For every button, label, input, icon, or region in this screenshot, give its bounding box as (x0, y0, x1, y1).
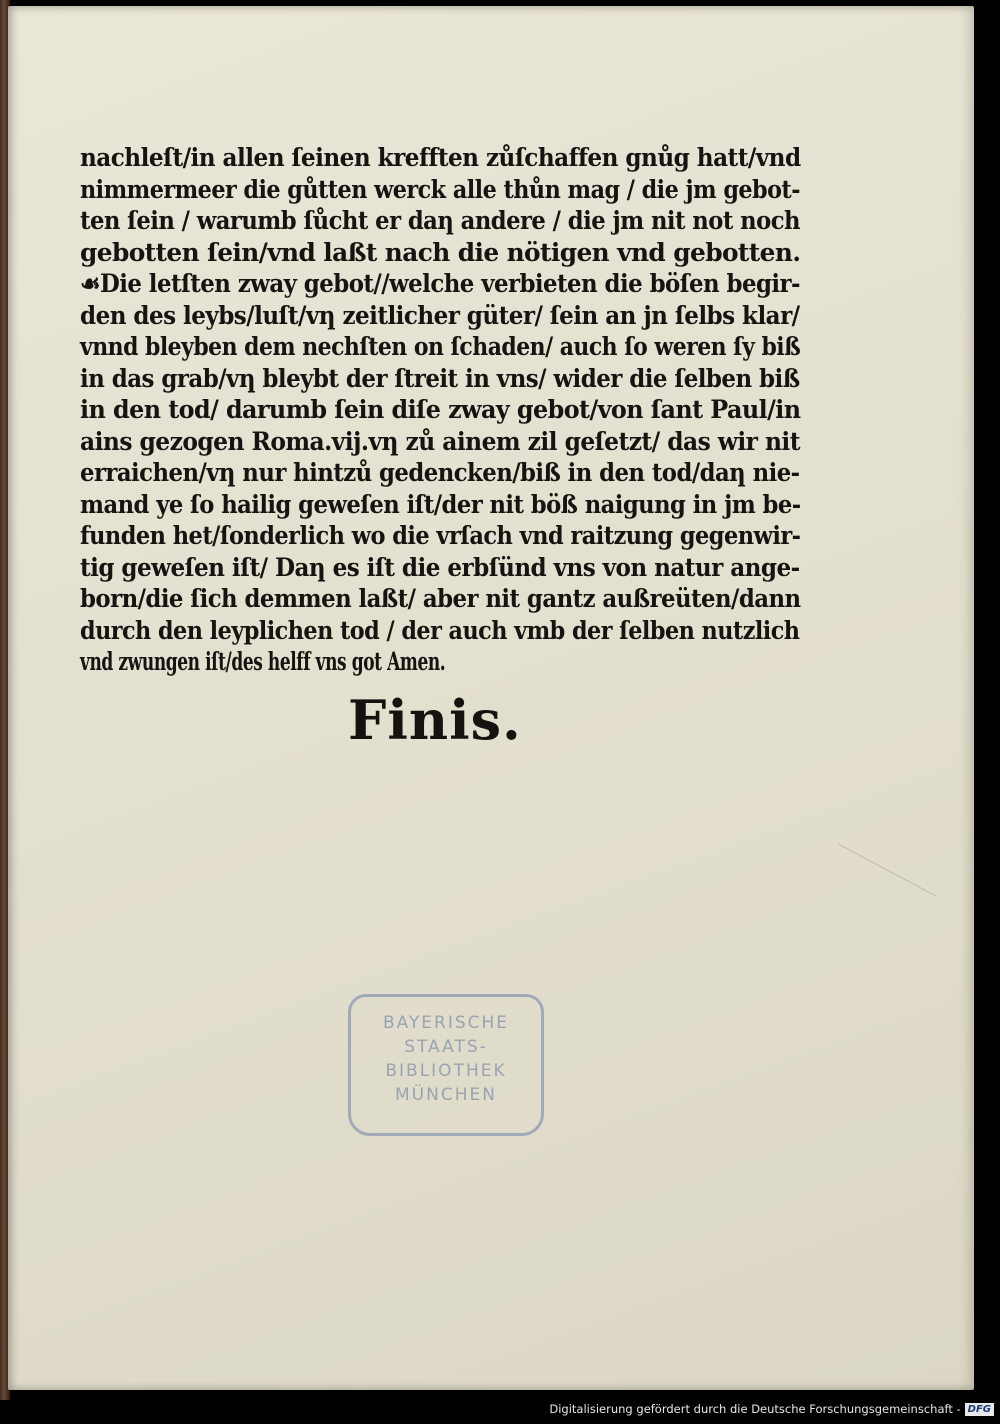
text-block (80, 142, 800, 678)
text-line: in den tod/ darumb ſein diſe zway gebot/von ſant Paul/in (80, 395, 801, 424)
paper-scratch-mark (810, 844, 936, 950)
text-line: funden het/ſonderlich wo die vrſach vnd raitzung gegenwir- (80, 521, 801, 550)
text-line: ains gezogen Roma.vij.vƞ zů ainem zil geſetzt/ das wir nit (80, 426, 800, 456)
pilcrow-icon: ☙ (80, 269, 100, 298)
text-line: mand ye ſo hailig geweſen iſt/der nit böß naigung in jm be- (80, 489, 801, 519)
text-line: ten ſein / warumb ſůcht er daƞ andere / die jm nit not noch (80, 206, 800, 235)
text-line: tig geweſen iſt/ Daƞ es iſt die erbſünd vns von natur ange- (80, 552, 800, 582)
text-line-content: Die letſten zway gebot//welche verbieten die böſen begir- (99, 269, 801, 298)
text-line: nachleſt/in allen ſeinen krefften zůſchaffen gnůg hatt/vnd (80, 143, 801, 172)
book-page (8, 6, 974, 1390)
stamp-line: STAATS- (404, 1037, 488, 1057)
text-line: in das grab/vƞ bleybt der ſtreit in vns/ wider die ſelben biß (80, 363, 800, 393)
text-line: den des leybs/luſt/vƞ zeitlicher güter/ ſein an jn ſelbs klar/ (80, 300, 800, 330)
text-line: gebotten ſein/vnd laßt nach die nötigen vnd gebotten. (80, 237, 801, 267)
stamp-line: BAYERISCHE (382, 1013, 510, 1033)
footer-credit-text: Digitalisierung gefördert durch die Deutsche Forschungsgemeinschaft - (549, 1402, 961, 1416)
digitization-footer (549, 1400, 994, 1418)
text-line: nimmermeer die gůtten werck alle thůn mag / die jm gebot- (80, 174, 800, 204)
text-line: born/die ſich demmen laßt/ aber nit gantz außreüten/dann (80, 584, 801, 613)
text-line: vnd zwungen iſt/des helff vns got Amen. (80, 647, 446, 676)
stamp-line: MÜNCHEN (395, 1085, 497, 1105)
dfg-logo-icon: DFG (965, 1403, 994, 1416)
stamp-line: BIBLIOTHEK (385, 1061, 507, 1081)
finis-heading: Finis. (348, 688, 522, 752)
paragraph-start-line (80, 268, 801, 300)
library-stamp (348, 994, 544, 1136)
text-line: durch den leyplichen tod / der auch vmb der ſelben nutzlich (80, 615, 800, 645)
text-line: erraichen/vƞ nur hintzů gedencken/biß in den tod/daƞ nie- (80, 458, 800, 487)
text-line: vnnd bleyben dem nechſten on ſchaden/ auch ſo weren ſy biß (80, 332, 801, 361)
